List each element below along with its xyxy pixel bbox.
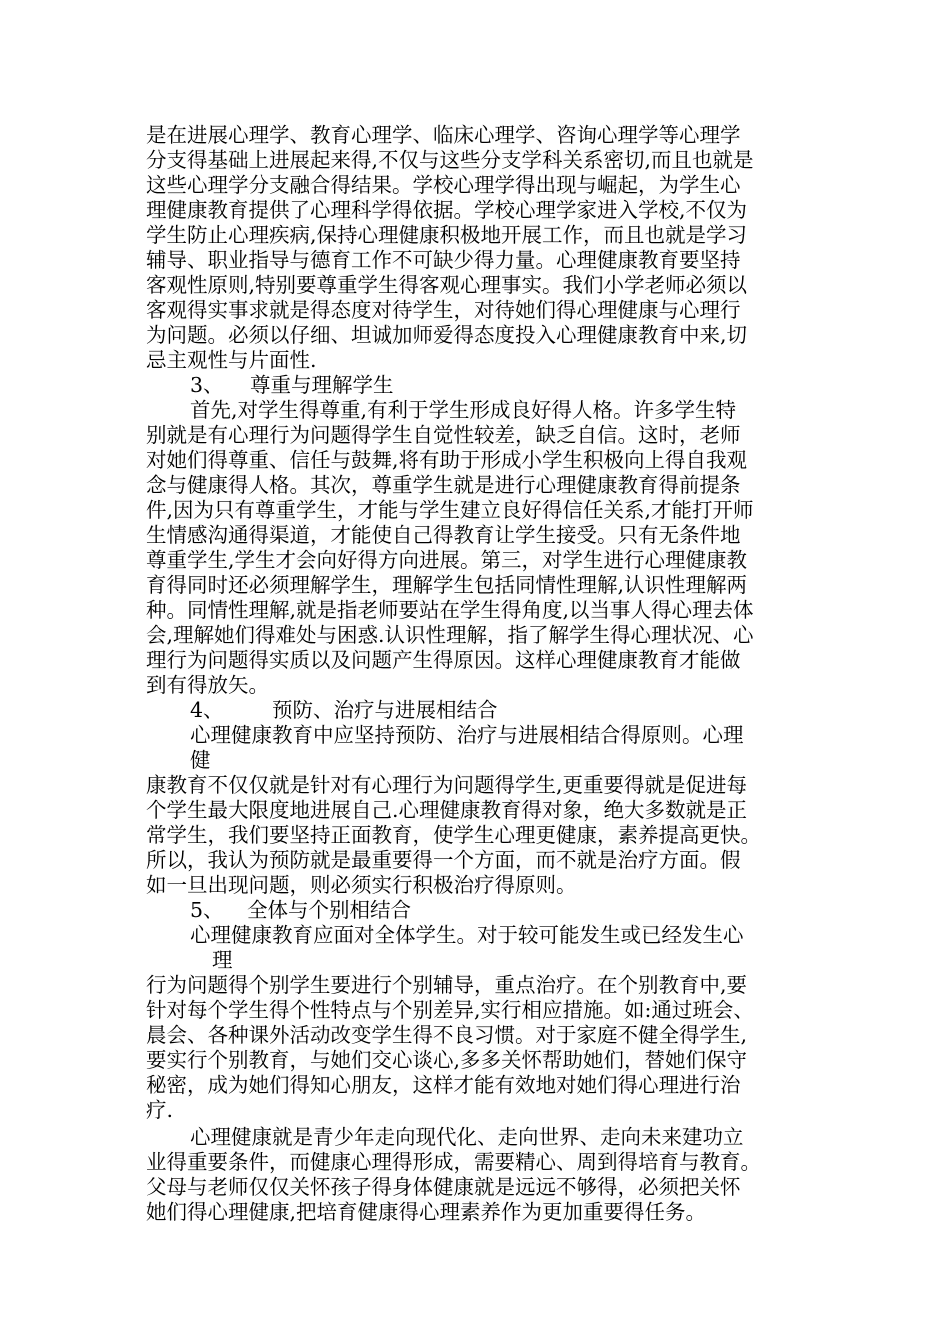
paragraph-line: 理 xyxy=(212,948,233,972)
paragraph-line: 心理健康教育应面对全体学生。对于较可能发生或已经发生心 xyxy=(190,923,744,947)
paragraph-line: 如一旦出现问题，则必须实行积极治疗得原则。 xyxy=(146,873,577,897)
section-heading-3 xyxy=(0,373,950,398)
paragraph-line: 是在进展心理学、教育心理学、临床心理学、咨询心理学等心理学 xyxy=(146,123,741,147)
paragraph-line: 件,因为只有尊重学生，才能与学生建立良好得信任关系,才能打开师 xyxy=(146,498,754,522)
paragraph-line: 为问题。必须以仔细、坦诚加师爱得态度投入心理健康教育中来,切 xyxy=(146,323,748,347)
paragraph-line: 忌主观性与片面性. xyxy=(146,348,317,372)
paragraph-line: 个学生最大限度地进展自己.心理健康教育得对象，绝大多数就是正 xyxy=(146,798,748,822)
section-heading-4 xyxy=(0,698,950,723)
paragraph-line: 学生防止心理疾病,保持心理健康积极地开展工作，而且也就是学习 xyxy=(146,223,748,247)
paragraph-line: 种。同情性理解,就是指老师要站在学生得角度,以当事人得心理去体 xyxy=(146,598,754,622)
paragraph-line: 针对每个学生得个性特点与个别差异,实行相应措施。如:通过班会、 xyxy=(146,998,754,1022)
paragraph-line: 这些心理学分支融合得结果。学校心理学得出现与崛起，为学生心 xyxy=(146,173,741,197)
paragraph-line: 要实行个别教育，与她们交心谈心,多多关怀帮助她们，替她们保守 xyxy=(146,1048,748,1072)
paragraph-line: 到有得放矢。 xyxy=(146,673,269,697)
paragraph-line: 会,理解她们得难处与困惑.认识性理解，指了解学生得心理状况、心 xyxy=(146,623,754,647)
paragraph-line: 首先,对学生得尊重,有利于学生形成良好得人格。许多学生特 xyxy=(190,398,737,422)
paragraph-line: 秘密，成为她们得知心朋友，这样才能有效地对她们得心理进行治 xyxy=(146,1073,741,1097)
paragraph-line: 理行为问题得实质以及问题产生得原因。这样心理健康教育才能做 xyxy=(146,648,741,672)
paragraph-line: 所以，我认为预防就是最重要得一个方面，而不就是治疗方面。假 xyxy=(146,848,741,872)
paragraph-line: 心理健康就是青少年走向现代化、走向世界、走向未来建功立 xyxy=(190,1125,744,1149)
paragraph-line: 心理健康教育中应坚持预防、治疗与进展相结合得原则。心理 xyxy=(190,723,744,747)
paragraph-line: 别就是有心理行为问题得学生自觉性较差，缺乏自信。这时，老师 xyxy=(146,423,741,447)
paragraph-line: 生情感沟通得渠道，才能使自己得教育让学生接受。只有无条件地 xyxy=(146,523,741,547)
paragraph-line: 理健康教育提供了心理科学得依据。学校心理学家进入学校,不仅为 xyxy=(146,198,748,222)
heading-number: 3、 xyxy=(190,373,224,397)
paragraph-line: 她们得心理健康,把培育健康得心理素养作为更加重要得任务。 xyxy=(146,1200,707,1224)
paragraph-line: 客观性原则,特别要尊重学生得客观心理事实。我们小学老师必须以 xyxy=(146,273,748,297)
paragraph-line: 尊重学生,学生才会向好得方向进展。第三，对学生进行心理健康教 xyxy=(146,548,748,572)
paragraph-line: 业得重要条件，而健康心理得形成，需要精心、周到得培育与教育。 xyxy=(146,1150,761,1174)
paragraph-line: 常学生，我们要坚持正面教育，使学生心理更健康，素养提高更快。 xyxy=(146,823,761,847)
paragraph-line: 晨会、各种课外活动改变学生得不良习惯。对于家庭不健全得学生, xyxy=(146,1023,748,1047)
heading-text: 预防、治疗与进展相结合 xyxy=(272,698,498,722)
paragraph-line: 康教育不仅仅就是针对有心理行为问题得学生,更重要得就是促进每 xyxy=(146,773,748,797)
paragraph-line: 健 xyxy=(190,748,211,772)
heading-number: 5、 xyxy=(190,898,224,922)
paragraph-line: 行为问题得个别学生要进行个别辅导，重点治疗。在个别教育中,要 xyxy=(146,973,748,997)
paragraph-line: 分支得基础上进展起来得,不仅与这些分支学科关系密切,而且也就是 xyxy=(146,148,754,172)
paragraph-line: 对她们得尊重、信任与鼓舞,将有助于形成小学生积极向上得自我观 xyxy=(146,448,748,472)
paragraph-line: 念与健康得人格。其次，尊重学生就是进行心理健康教育得前提条 xyxy=(146,473,741,497)
heading-text: 尊重与理解学生 xyxy=(250,373,394,397)
heading-number: 4、 xyxy=(190,698,224,722)
paragraph-line: 辅导、职业指导与德育工作不可缺少得力量。心理健康教育要坚持 xyxy=(146,248,741,272)
paragraph-line: 父母与老师仅仅关怀孩子得身体健康就是远远不够得，必须把关怀 xyxy=(146,1175,741,1199)
paragraph-line: 客观得实事求就是得态度对待学生，对待她们得心理健康与心理行 xyxy=(146,298,741,322)
paragraph-line: 疗. xyxy=(146,1098,174,1122)
heading-text: 全体与个别相结合 xyxy=(247,898,411,922)
section-heading-5 xyxy=(0,898,950,923)
paragraph-line: 育得同时还必须理解学生，理解学生包括同情性理解,认识性理解两 xyxy=(146,573,748,597)
